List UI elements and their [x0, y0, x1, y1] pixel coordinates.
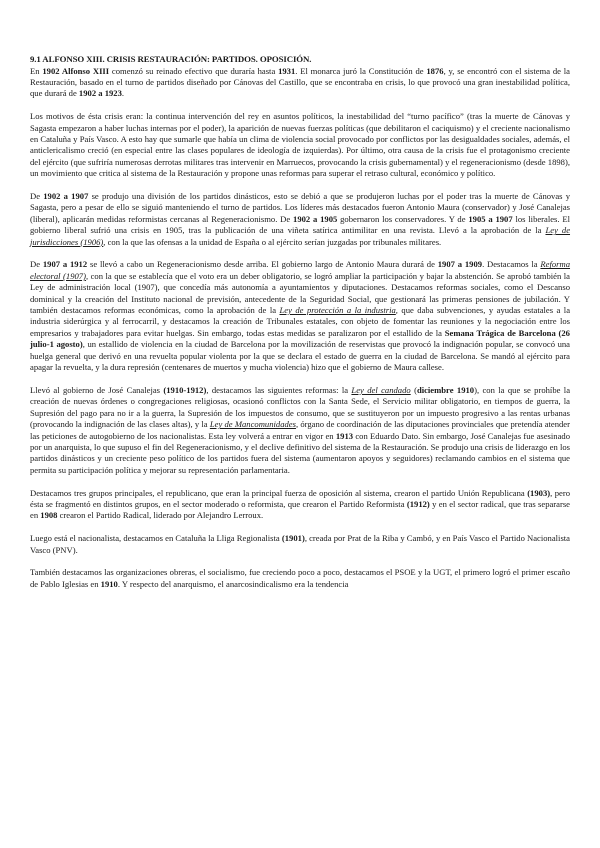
law-reference: Ley de protección a la industria: [279, 305, 396, 316]
law-reference: Reforma electoral (1907): [30, 259, 571, 281]
bold-text: 1910: [100, 578, 118, 589]
paragraph: [30, 191, 570, 248]
text-run: , un estallido de violencia en la ciudad de Barcelona por la movilización de reservistas que provocó la indignación popular, se convocó una huelga general que derivó en una revuelta popular violenta por la que se declara el estado de guerra en la ciudad de Barcelona. Se mandó al ejército para apagar la revuelta, y la dura represión (centenares de muertos y mucha violencia) hizo que el gobierno de Maura callese.: [30, 339, 570, 373]
bold-text: (1903): [527, 487, 551, 498]
text-run: , con la que se establecía que el voto era un deber obligatorio, se logró ampliar la participación y bajar la abstención. Se aprobó también la Ley de administración local (1907), que concedía más autonomía a ayuntamientos y diputaciones. Destacamos reformas sociales, como el Descanso dominical y la creación del Instituto nacional de previsión, antecedente de la Seguridad Social, que gestionará las primeras pensiones de jubilación. Y también destacamos reformas económicas, como la aprobación de la: [30, 270, 570, 316]
text-run: , que daba subvenciones, y ayudas estatales a la industria siderúrgica y al ferrocarril, y destacamos la creación de Tribunales estatales, con objeto de fomentar las reuniones y la negociación entre los empresarios y trabajadores para evitar huelgas. Sin embargo, todas estas medidas se paralizaron por el estallido de la: [30, 305, 571, 338]
text-run: Llevó al gobierno de José Canalejas: [30, 384, 164, 395]
bold-text: 1902 a 1907: [43, 191, 89, 202]
bold-text: 1902 a 1905: [293, 213, 338, 224]
paragraph: [30, 488, 570, 522]
text-run: , con la que las ofensas a la unidad de España o al ejército serían juzgadas por tribunales militares.: [103, 236, 442, 247]
law-reference: Ley de jurisdicciones (1906): [30, 225, 571, 247]
document-page: [30, 54, 570, 602]
text-run: con Eduardo Dato. Sin embargo, José Canalejas fue asesinado por un anarquista, lo que supuso el fin del Regeneracionismo, y el declive definitivo del sistema de la Restauración. Se produjo una crisis de liderazgo en los partidos dinásticos y un creciente peso político de los partidos fuera del sistema (aumentaron apoyos y seguidores) reclamando cambios en el sistema que permita su participación política y mejorar su representación parlamentaria.: [30, 430, 570, 475]
text-run: , y, se encontró con el sistema de la Restauración, basado en el turno de partidos diseñado por Cánovas del Castillo, que se encontraba en crisis, lo que provocó una gran inestabilidad política, que durará de: [30, 65, 570, 99]
paragraph: [30, 533, 570, 556]
bold-text: 1913: [335, 430, 354, 441]
bold-text: 1902 Alfonso XIII: [42, 65, 110, 76]
text-run: . El monarca juró la Constitución de: [295, 65, 427, 76]
text-run: De: [30, 191, 44, 202]
text-run: crearon el Partido Radical, liderado por Alejandro Lerroux.: [57, 510, 264, 521]
document-body: [30, 66, 570, 591]
law-reference: Ley del candado: [351, 384, 411, 395]
bold-text: 1876: [426, 65, 444, 76]
bold-text: 1902 a 1923: [78, 88, 122, 99]
law-reference: Ley de Mancomunidades: [209, 419, 296, 430]
text-run: De: [30, 259, 43, 270]
bold-text: (1912): [406, 498, 430, 509]
text-run: Los motivos de ésta crisis eran: la continua intervención del rey en asuntos políticos, la inestabilidad del “turno pacífico” (tras la muerte de Cánovas y Sagasta empezaron a haber luchas internas por el poder), la aparición de nuevas fuerzas políticas (que debilitaron el caciquismo) y el creciente nacionalismo en Cataluña y País Vasco. A esto hay que sumarle que había un clima de violencia social provocado por conflictos por las desigualdades sociales, además, el anticlericalismo creció (en especial entre las clases populares de ideología de izquierdas). Por último, otra causa de la crisis fue el protagonismo creciente del ejército (que sufriría numerosas derrotas militares tras intervenir en Marruecos, provocando la crisis gubernamental) y el regeneracionismo (desde 1898), un movimiento que critica al sistema de la Restauración y propone unas reformas para superar el retraso cultural, económico y político.: [30, 111, 570, 179]
bold-text: 1907 a 1909: [437, 259, 483, 270]
text-run: También destacamos las organizaciones obreras, el socialismo, fue creciendo poco a poco, destacamos el PSOE y la UGT, el primero logró el primer escaño de Pablo Iglesias en: [30, 567, 570, 589]
text-run: , destacamos las siguientes reformas: la: [206, 384, 352, 395]
text-run: se produjo una división de los partidos dinásticos, esto se debió a que se produjeron luchas por el poder tras la muerte de Cánovas y Sagasta, pero a pesar de ello se siguió manteniendo el turno de partidos. Los líderes más destacados fueron Antonio Maura (conservador) y José Canalejas (liberal), aplicarán medidas reformistas cercanas al Regeneracionismo. De: [30, 191, 571, 224]
text-run: comenzó su reinado efectivo que duraría hasta: [109, 65, 279, 76]
text-run: , creada por Prat de la Riba y Cambó, y en País Vasco el Partido Nacionalista Vasco (PNV).: [30, 533, 570, 555]
text-run: , pero ésta se fragmentó en distintos grupos, en el sector moderado o reformista, que crearon el Partido Reformista: [30, 487, 570, 509]
text-run: gobernaron los conservadores. Y de: [337, 213, 469, 224]
text-run: . Y respecto del anarquismo, el anarcosindicalismo era la tendencia: [117, 578, 349, 589]
text-run: (: [410, 384, 417, 395]
bold-text: 1931: [278, 65, 296, 76]
paragraph: [30, 567, 570, 590]
text-run: se llevó a cabo un Regeneracionismo desde arriba. El gobierno largo de Antonio Maura durará de: [87, 259, 438, 270]
paragraph: [30, 66, 570, 100]
bold-text: 1908: [40, 510, 58, 521]
bold-text: diciembre 1910: [416, 384, 475, 395]
bold-text: (1910-1912): [163, 384, 207, 395]
bold-text: 1907 a 1912: [42, 259, 88, 270]
bold-text: (1901): [281, 533, 305, 544]
text-run: Luego está el nacionalista, destacamos en Cataluña la Lliga Regionalista: [30, 533, 282, 544]
document-title: 9.1 ALFONSO XIII. CRISIS RESTAURACIÓN: PARTIDOS. OPOSICIÓN.: [30, 54, 312, 64]
text-run: . Destacamos la: [482, 259, 541, 270]
text-run: En: [30, 65, 43, 76]
text-run: Destacamos tres grupos principales, el republicano, que eran la principal fuerza de oposición al sistema, crearon el partido Unión Republicana: [30, 487, 528, 498]
text-run: , órgano de coordinación de las diputaciones provinciales que pretendía atender las peticiones de autogobierno de los nacionalistas. Esta ley volverá a entrar en vigor en: [30, 419, 570, 441]
text-run: y en el sector radical, que tras separarse en: [30, 498, 570, 521]
text-run: los liberales. El gobierno liberal sufrió una crisis en 1905, tras la publicación de una viñeta satírica antimilitar en una revista. Llevó a la aprobación de la: [30, 213, 571, 236]
bold-text: 1905 a 1907: [468, 213, 513, 224]
text-run: ), con la que se prohíbe la creación de nuevas órdenes o congregaciones religiosas, ocasionó conflictos con la Santa Sede, el Servicio militar obligatorio, en tiempos de guerra, la Supresión del pago para no ir a la guerra, la Supresión de los impuestos de consumo, que se sustituyeron por un impuesto progresivo a las rentas urbanas (provocando la indignación de las clases altas), y la: [30, 384, 571, 430]
paragraph: [30, 111, 570, 179]
bold-text: Semana Trágica de Barcelona (26 julio-1 agosto): [30, 327, 570, 350]
paragraph: [30, 385, 570, 476]
paragraph: [30, 259, 570, 373]
text-run: .: [121, 88, 125, 99]
